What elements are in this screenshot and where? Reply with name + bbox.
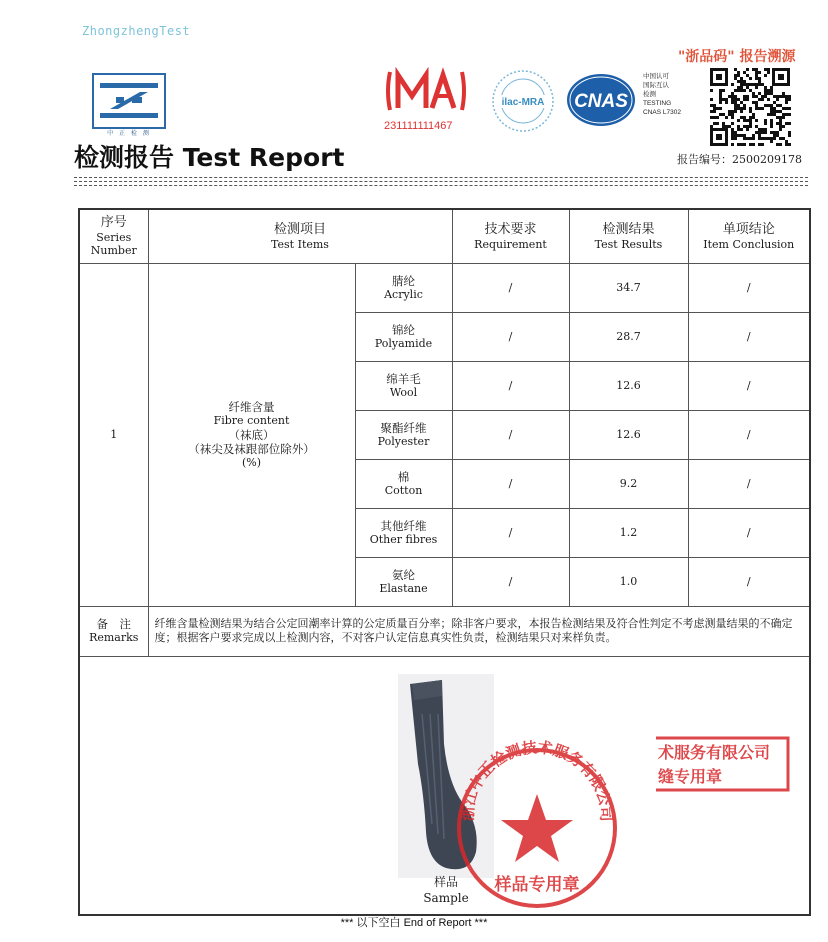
test-item: 纤维含量 Fibre content （袜底） （袜尖及袜跟部位除外） (%) (148, 263, 355, 606)
fibre-name: 锦纶 Polyamide (355, 312, 452, 361)
cnas-logo (565, 72, 637, 128)
requirement-cell: / (452, 508, 569, 557)
end-of-report: *** 以下空白 End of Report *** (340, 917, 488, 929)
requirement-cell: / (452, 410, 569, 459)
sample-caption: 样品 Sample (423, 875, 469, 905)
header-conclusion: 单项结论 Item Conclusion (688, 209, 810, 263)
header-requirement: 技术要求 Requirement (452, 209, 569, 263)
svg-text:缝专用章: 缝专用章 (658, 767, 723, 786)
result-cell: 28.7 (569, 312, 688, 361)
watermark-text: ZhongzhengTest (82, 24, 191, 38)
header-divider (74, 177, 808, 178)
requirement-cell: / (452, 459, 569, 508)
table-header-row (79, 209, 810, 263)
conclusion-cell: / (688, 459, 810, 508)
remarks-label: 备 注 Remarks (79, 606, 148, 656)
conclusion-cell: / (688, 312, 810, 361)
conclusion-cell: / (688, 361, 810, 410)
cma-code: 231111111467 (384, 120, 453, 132)
remarks-row (79, 606, 810, 656)
company-logo (92, 73, 166, 135)
requirement-cell: / (452, 312, 569, 361)
seal-ring-text: 浙江中正检测技术服务有限公司 (458, 738, 616, 822)
fibre-name: 聚酯纤维 Polyester (355, 410, 452, 459)
svg-text:CNAS: CNAS (574, 91, 628, 112)
fibre-name: 腈纶 Acrylic (355, 263, 452, 312)
fibre-name: 氨纶 Elastane (355, 557, 452, 606)
conclusion-cell: / (688, 557, 810, 606)
result-cell: 12.6 (569, 361, 688, 410)
svg-text:术服务有限公司: 术服务有限公司 (658, 743, 771, 762)
result-cell: 34.7 (569, 263, 688, 312)
report-title: 检测报告 Test Report (74, 143, 345, 172)
result-cell: 1.2 (569, 508, 688, 557)
remarks-text: 纤维含量检测结果为结合公定回潮率计算的公定质量百分率；除非客户要求，本报告检测结果及符合性判定不考虑测量结果的不确定度；根据客户要求完成以上检测内容，不对客户认定信息真实性负责，检测结果只对来样负责。 (148, 606, 810, 656)
report-number: 报告编号：2500209178 (677, 153, 802, 166)
conclusion-cell: / (688, 263, 810, 312)
table-row (79, 263, 810, 312)
header-test-items: 检测项目 Test Items (148, 209, 452, 263)
header-divider (74, 185, 808, 186)
fibre-name: 其他纤维 Other fibres (355, 508, 452, 557)
fibre-name: 棉 Cotton (355, 459, 452, 508)
requirement-cell: / (452, 263, 569, 312)
svg-text:ilac-MRA: ilac-MRA (501, 97, 545, 108)
qr-code[interactable] (708, 66, 792, 148)
result-cell: 12.6 (569, 410, 688, 459)
result-cell: 9.2 (569, 459, 688, 508)
series-number: 1 (79, 263, 148, 606)
requirement-cell: / (452, 361, 569, 410)
header-results: 检测结果 Test Results (569, 209, 688, 263)
cma-logo (384, 66, 468, 116)
partial-seal-stamp (652, 734, 792, 794)
conclusion-cell: / (688, 508, 810, 557)
ilac-mra-logo (488, 68, 558, 134)
header-series: 序号 Series Number (79, 209, 148, 263)
seal-bottom-text: 样品专用章 (494, 875, 580, 895)
requirement-cell: / (452, 557, 569, 606)
zhepinma-label: "浙品码" 报告溯源 (678, 49, 796, 65)
logo-caption: 中 正 检 测 (107, 130, 151, 137)
cnas-accreditation-text: 中国认可 国际互认 检测 TESTING CNAS L7302 (643, 73, 681, 116)
fibre-name: 绵羊毛 Wool (355, 361, 452, 410)
result-cell: 1.0 (569, 557, 688, 606)
company-seal-stamp (452, 728, 622, 918)
conclusion-cell: / (688, 410, 810, 459)
header-divider (74, 181, 808, 182)
